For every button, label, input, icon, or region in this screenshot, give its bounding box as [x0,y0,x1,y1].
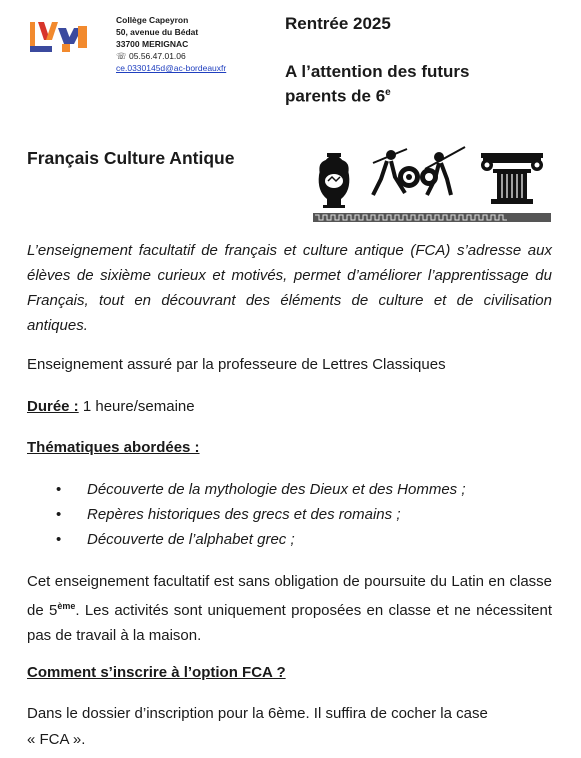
greek-amphora-icon [319,153,350,208]
teacher-line: Enseignement assuré par la professeure de Lettres Classiques [27,356,446,373]
list-item: • Découverte de la mythologie des Dieux et des Hommes ; [56,477,466,502]
school-phone: 05.56.47.01.06 [129,51,186,61]
college-logo [28,16,90,58]
greek-frieze [313,213,551,222]
list-item: • Repères historiques des grecs et des romains ; [56,502,466,527]
school-city: 33700 MERIGNAC [116,39,189,49]
intro-paragraph: L’enseignement facultatif de français et culture antique (FCA) s’adresse aux élèves de sixième curieux et motivés, permet d’améliorer l’apprentissage du Français, tout en découvrant des éléments de culture et de civilisation antiques. [27,242,552,334]
duration-line [27,396,195,418]
phone-icon: ☏ [116,51,127,61]
register-text-line-2: « FCA ». [27,731,86,748]
warriors-icon [373,147,465,195]
themes-list [56,477,466,552]
attention-heading [285,61,470,107]
rentree-heading: Rentrée 2025 [285,14,391,33]
register-text-line-1: Dans le dossier d’inscription pour la 6ème. Il suffira de cocher la case [27,705,488,722]
school-street: 50, avenue du Bédat [116,27,199,37]
bullet-icon: • [56,481,62,498]
themes-heading: Thématiques abordées : [27,439,200,456]
school-name: Collège Capeyron [116,15,189,25]
school-email-link[interactable]: ce.0330145d@ac-bordeauxfr [116,63,227,73]
ionic-column-icon [481,153,543,204]
attention-line-1: A l’attention des futurs [285,62,470,81]
greek-illustration [313,143,551,227]
duration-value: 1 heure/semaine [78,398,195,415]
duration-label: Durée : [27,398,79,415]
school-phone-line [116,51,186,62]
bullet-icon: • [56,506,62,523]
register-heading: Comment s’inscrire à l’option FCA ? [27,664,286,681]
attention-line-2: parents de 6e [285,86,391,106]
page-title: Français Culture Antique [27,148,235,168]
optional-paragraph: Cet enseignement facultatif est sans obligation de poursuite du Latin en classe de 5ème. Les activités sont uniquement proposées en classe et ne nécessitent pas de travail à la maison. [27,573,553,644]
bullet-icon: • [56,531,62,548]
list-item: • Découverte de l’alphabet grec ; [56,527,466,552]
